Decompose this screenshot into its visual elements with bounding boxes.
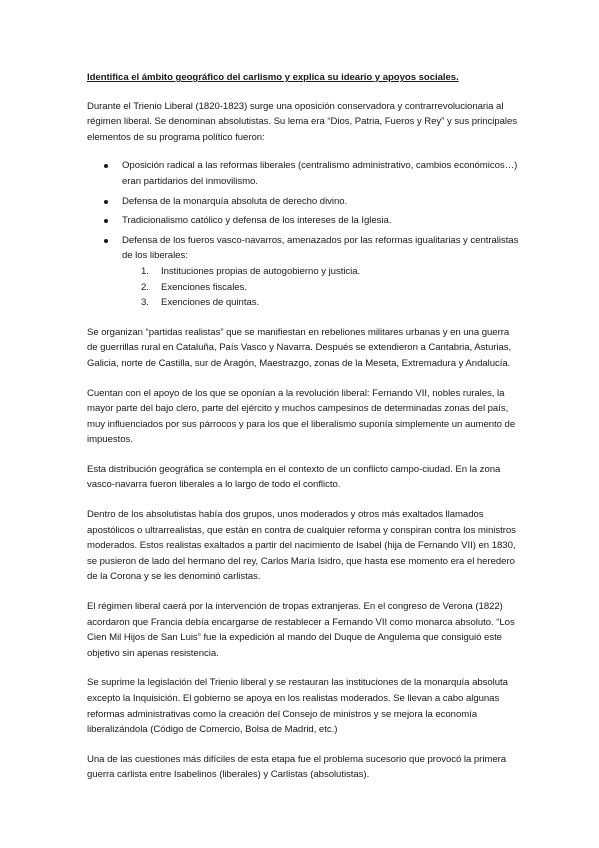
bullet-icon	[104, 219, 108, 223]
item-number: 2.	[141, 281, 149, 293]
bullet-list	[87, 158, 519, 310]
bullet-item	[87, 233, 519, 311]
body-paragraph: Una de las cuestiones más difíciles de esta etapa fue el problema sucesorio que provocó la primera guerra carlista entre Isabelinos (liberales) y Carlistas (absolutistas).	[87, 753, 507, 781]
bullet-text: Oposición radical a las reformas liberales (centralismo administrativo, cambios económicos…) eran partidarios del inmovilismo.	[122, 160, 518, 187]
item-text: Exenciones de quintas.	[161, 297, 260, 309]
bullet-item	[87, 158, 519, 189]
intro-paragraph: Durante el Trienio Liberal (1820-1823) surge una oposición conservadora y contrarrevolucionaria al régimen liberal. Se denominan absolutistas. Su lema era “Dios, Patria, Fueros y Rey” y sus principales elementos de su programa político fueron:	[87, 100, 518, 143]
bullet-icon	[104, 239, 108, 243]
body-paragraph: Dentro de los absolutistas había dos grupos, unos moderados y otros más exaltados llamados apostólicos o ultrarrealistas, que están en contra de cualquier reforma y conspiran contra los ministros moderados. Estos realistas exaltados a partir del nacimiento de Isabel (hija de Fernando VII) en 1830, se pusieron de lado del hermano del rey, Carlos María Isidro, que hasta ese momento era el heredero de la Corona y se les denominó carlistas.	[87, 509, 516, 583]
body-paragraph: El régimen liberal caerá por la intervención de tropas extranjeras. En el congreso de Verona (1822) acordaron que Francia debía encargarse de restablecer a Fernando VII como monarca absoluto. “Los Cien Mil Hijos de San Luis” fue la expedición al mando del Duque de Angulema que consiguió este objetivo sin apenas resistencia.	[87, 601, 515, 659]
body-paragraph: Se organizan “partidas realistas” que se manifiestan en rebeliones militares urbanas y en una guerra de guerrillas rural en Cataluña, País Vasco y Navarra. Después se extendieron a Cantabria, Asturias, Galicia, norte de Castilla, sur de Aragón, Maestrazgo, zonas de la Meseta, Extremadura y Andalucía.	[87, 326, 512, 369]
numbered-item	[141, 280, 519, 296]
body-paragraph: Cuentan con el apoyo de los que se oponían a la revolución liberal: Fernando VII, nobles rurales, la mayor parte del bajo clero, parte del ejército y muchos campesinos de determinadas zonas del país, muy influenciados por sus párrocos y para los que el liberalismo suponía simplemente un aumento de impuestos.	[87, 387, 516, 446]
item-number: 1.	[141, 265, 149, 277]
numbered-item	[141, 295, 519, 311]
body-paragraph: Se suprime la legislación del Trienio liberal y se restauran las instituciones de la monarquía absoluta excepto la Inquisición. El gobierno se apoya en los realistas moderados. Se llevan a cabo algunas reformas administrativas como la creación del Consejo de ministros y se mejora la economía liberalizándola (Código de Comercio, Bolsa de Madrid, etc.)	[87, 677, 508, 736]
bullet-icon	[104, 200, 108, 204]
document-title: Identifica el ámbito geográfico del carlismo y explica su ideario y apoyos sociales.	[87, 72, 459, 83]
item-text: Exenciones fiscales.	[161, 281, 247, 293]
bullet-item	[87, 213, 519, 229]
document-body	[87, 70, 519, 797]
body-paragraph: Esta distribución geográfica se contempla en el contexto de un conflicto campo-ciudad. En la zona vasco-navarra fueron liberales a lo largo de todo el conflicto.	[87, 463, 501, 491]
item-text: Instituciones propias de autogobierno y justicia.	[161, 265, 361, 277]
bullet-text: Defensa de los fueros vasco-navarros, amenazados por las reformas igualitarias y centralistas de los liberales:	[122, 234, 519, 262]
bullet-text: Defensa de la monarquía absoluta de derecho divino.	[122, 195, 348, 207]
item-number: 3.	[141, 297, 149, 309]
bullet-item	[87, 194, 519, 210]
numbered-item	[141, 264, 519, 280]
bullet-text: Tradicionalismo católico y defensa de los intereses de la Iglesia.	[122, 215, 392, 227]
bullet-icon	[104, 164, 108, 168]
numbered-sublist	[122, 264, 519, 311]
